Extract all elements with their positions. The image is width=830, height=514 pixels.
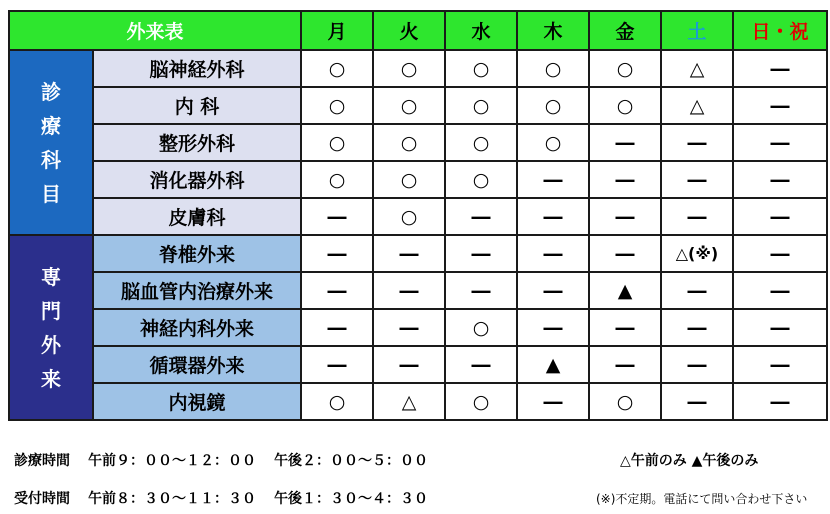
- availability-mark-mon: ○: [301, 87, 373, 124]
- availability-mark-tue: △: [373, 383, 445, 420]
- availability-mark-wed: ―: [445, 272, 517, 309]
- availability-mark-wed: ―: [445, 198, 517, 235]
- availability-mark-sat: △: [661, 50, 733, 87]
- schedule-row: [9, 309, 827, 346]
- availability-mark-sun: ―: [733, 50, 827, 87]
- availability-mark-thu: ―: [517, 235, 589, 272]
- department-name: 内視鏡: [93, 383, 301, 420]
- reception-hours: [14, 488, 428, 508]
- schedule-row: [9, 383, 827, 420]
- group-label: [9, 235, 93, 420]
- schedule-row: [9, 235, 827, 272]
- availability-mark-mon: ○: [301, 161, 373, 198]
- availability-mark-tue: ○: [373, 198, 445, 235]
- reception-hours-pm: 午後１：３０～４：３０: [274, 491, 428, 507]
- department-name: 脳血管内治療外来: [93, 272, 301, 309]
- availability-mark-tue: ―: [373, 235, 445, 272]
- availability-mark-fri: ▲: [589, 272, 661, 309]
- availability-mark-thu: ○: [517, 50, 589, 87]
- availability-mark-thu: ―: [517, 309, 589, 346]
- schedule-row: [9, 198, 827, 235]
- group-label-char: 門: [41, 298, 61, 323]
- department-name: 内 科: [93, 87, 301, 124]
- availability-mark-tue: ○: [373, 50, 445, 87]
- department-name: 脳神経外科: [93, 50, 301, 87]
- availability-mark-sun: ―: [733, 272, 827, 309]
- day-tuesday: 火: [373, 11, 445, 50]
- availability-mark-sun: ―: [733, 235, 827, 272]
- availability-mark-sun: ―: [733, 383, 827, 420]
- day-friday: 金: [589, 11, 661, 50]
- availability-mark-sun: ―: [733, 346, 827, 383]
- availability-mark-mon: ○: [301, 383, 373, 420]
- availability-mark-thu: ―: [517, 198, 589, 235]
- consultation-hours: [14, 450, 428, 470]
- availability-mark-tue: ○: [373, 161, 445, 198]
- schedule-row: [9, 272, 827, 309]
- availability-mark-thu: ○: [517, 124, 589, 161]
- availability-mark-fri: ―: [589, 346, 661, 383]
- group-label-char: 目: [41, 181, 61, 206]
- clinic-schedule-table: [8, 10, 828, 421]
- group-label-char: 専: [41, 264, 61, 289]
- availability-mark-fri: ―: [589, 124, 661, 161]
- availability-mark-wed: ○: [445, 161, 517, 198]
- availability-mark-sat: ―: [661, 161, 733, 198]
- availability-mark-tue: ○: [373, 124, 445, 161]
- legend: △午前のみ ▲午後のみ: [620, 453, 759, 469]
- department-name: 脊椎外来: [93, 235, 301, 272]
- availability-mark-sun: ―: [733, 198, 827, 235]
- availability-mark-wed: ○: [445, 124, 517, 161]
- reception-hours-label: 受付時間: [14, 491, 70, 507]
- availability-mark-thu: ○: [517, 87, 589, 124]
- day-monday: 月: [301, 11, 373, 50]
- availability-mark-wed: ○: [445, 309, 517, 346]
- day-sunday-holiday: 日・祝: [733, 11, 827, 50]
- availability-mark-sat: △(※): [661, 235, 733, 272]
- day-thursday: 木: [517, 11, 589, 50]
- department-name: 循環器外来: [93, 346, 301, 383]
- availability-mark-sun: ―: [733, 87, 827, 124]
- group-label-char: 診: [41, 79, 61, 104]
- availability-mark-fri: ―: [589, 235, 661, 272]
- header-row: [9, 11, 827, 50]
- availability-mark-sun: ―: [733, 124, 827, 161]
- availability-mark-mon: ―: [301, 346, 373, 383]
- availability-mark-mon: ―: [301, 309, 373, 346]
- department-name: 整形外科: [93, 124, 301, 161]
- availability-mark-sat: ―: [661, 272, 733, 309]
- availability-mark-sat: ―: [661, 383, 733, 420]
- availability-mark-wed: ○: [445, 383, 517, 420]
- availability-mark-wed: ―: [445, 235, 517, 272]
- availability-mark-fri: ○: [589, 87, 661, 124]
- consultation-hours-am: 午前９：００～１２：００: [88, 453, 256, 469]
- availability-mark-tue: ○: [373, 87, 445, 124]
- availability-mark-mon: ―: [301, 198, 373, 235]
- availability-mark-wed: ○: [445, 50, 517, 87]
- availability-mark-mon: ―: [301, 272, 373, 309]
- availability-mark-sat: ―: [661, 124, 733, 161]
- group-label-char: 来: [41, 366, 61, 391]
- availability-mark-wed: ○: [445, 87, 517, 124]
- availability-mark-fri: ―: [589, 309, 661, 346]
- availability-mark-fri: ○: [589, 383, 661, 420]
- availability-mark-fri: ―: [589, 198, 661, 235]
- consultation-hours-pm: 午後２：００～５：００: [274, 453, 428, 469]
- availability-mark-sat: ―: [661, 309, 733, 346]
- availability-mark-tue: ―: [373, 346, 445, 383]
- schedule-row: [9, 50, 827, 87]
- availability-mark-thu: ―: [517, 383, 589, 420]
- schedule-title: 外来表: [9, 11, 301, 50]
- department-name: 皮膚科: [93, 198, 301, 235]
- availability-mark-thu: ―: [517, 272, 589, 309]
- availability-mark-tue: ―: [373, 272, 445, 309]
- irregular-note: (※)不定期。電話にて問い合わせ下さい: [596, 492, 808, 506]
- reception-hours-am: 午前８：３０～１１：３０: [88, 491, 256, 507]
- availability-mark-thu: ▲: [517, 346, 589, 383]
- group-label-char: 科: [41, 147, 61, 172]
- department-name: 神経内科外来: [93, 309, 301, 346]
- schedule-row: [9, 346, 827, 383]
- availability-mark-sat: ―: [661, 198, 733, 235]
- availability-mark-mon: ―: [301, 235, 373, 272]
- consultation-hours-label: 診療時間: [14, 453, 70, 469]
- group-label: [9, 50, 93, 235]
- day-saturday: 土: [661, 11, 733, 50]
- group-label-char: 療: [41, 113, 61, 138]
- availability-mark-thu: ―: [517, 161, 589, 198]
- availability-mark-mon: ○: [301, 50, 373, 87]
- department-name: 消化器外科: [93, 161, 301, 198]
- availability-mark-mon: ○: [301, 124, 373, 161]
- availability-mark-sun: ―: [733, 161, 827, 198]
- availability-mark-fri: ○: [589, 50, 661, 87]
- schedule-row: [9, 161, 827, 198]
- availability-mark-sat: ―: [661, 346, 733, 383]
- schedule-row: [9, 87, 827, 124]
- group-label-char: 外: [41, 332, 61, 357]
- availability-mark-sun: ―: [733, 309, 827, 346]
- availability-mark-wed: ―: [445, 346, 517, 383]
- availability-mark-sat: △: [661, 87, 733, 124]
- availability-mark-tue: ―: [373, 309, 445, 346]
- availability-mark-fri: ―: [589, 161, 661, 198]
- schedule-row: [9, 124, 827, 161]
- day-wednesday: 水: [445, 11, 517, 50]
